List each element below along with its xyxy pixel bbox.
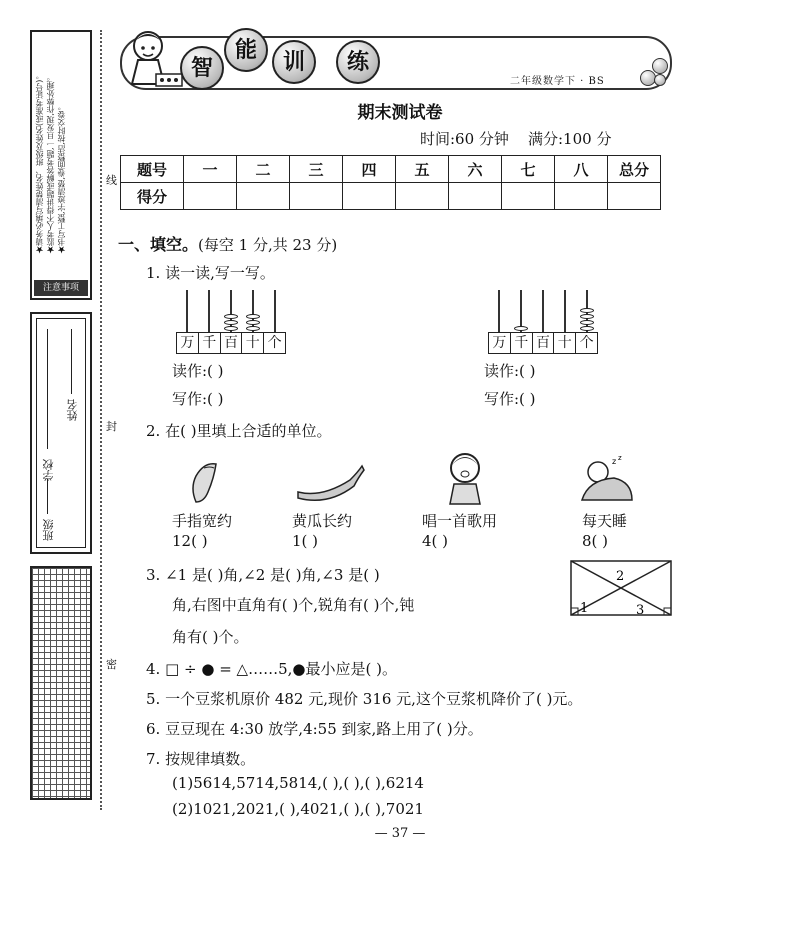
abacus-place-label: 百 (533, 333, 555, 353)
school-input-line[interactable] (47, 329, 48, 449)
notice-text: ★请务必填写清楚姓名、班级及姓名(或准考证号)。 ★监考人不得讲题或解答考题,一旦发现,作弊处理。 ★书写工整,字迹清楚,卷面整洁,按时交卷。 (35, 71, 66, 254)
abacus-bead (224, 326, 238, 331)
table-cell: 六 (449, 156, 502, 183)
table-cell: 八 (555, 156, 608, 183)
abacus-place-label: 个 (579, 335, 594, 351)
scratch-grid (30, 566, 92, 800)
abacus-place-label: 万 (489, 333, 511, 353)
abacus-rod (498, 290, 500, 332)
abacus-bead (224, 320, 238, 325)
abacus-place-label: 十 (554, 333, 576, 353)
score-input-cell[interactable] (502, 183, 555, 210)
notice-badge: 注意事项 (34, 280, 88, 296)
angle-label-3: 3 (636, 603, 645, 618)
abacus-place-label: 万 (177, 333, 199, 353)
deco-ball (654, 74, 666, 86)
school-label: 学校 (42, 459, 55, 481)
abacus-bead (580, 308, 594, 313)
score-input-cell[interactable] (184, 183, 237, 210)
q3-line2: 角,右图中直角有( )个,锐角有( )个,钝 (172, 596, 415, 614)
q7-line2: (2)1021,2021,( ),4021,( ),( ),7021 (172, 800, 424, 818)
abacus-place-label: 百 (221, 333, 243, 353)
class-input-line[interactable] (47, 479, 48, 514)
angle-label-2: 2 (616, 569, 625, 584)
svg-text:z: z (618, 454, 622, 462)
table-cell: 一 (184, 156, 237, 183)
table-cell: 三 (290, 156, 343, 183)
svg-text:z: z (612, 457, 617, 466)
q2-item-blank[interactable]: 12( ) (172, 532, 208, 550)
exam-title: 期末测试卷 (357, 103, 443, 123)
exam-meta (420, 128, 611, 149)
table-cell: 四 (343, 156, 396, 183)
score-table (120, 155, 661, 210)
table-cell: 五 (396, 156, 449, 183)
angle-diagram (570, 560, 674, 618)
table-cell: 题号 (121, 156, 184, 183)
score-input-cell[interactable] (237, 183, 290, 210)
abacus-place-row (488, 332, 598, 354)
table-cell: 二 (237, 156, 290, 183)
q5-text: 5. 一个豆浆机原价 482 元,现价 316 元,这个豆浆机降价了( )元。 (146, 690, 583, 708)
abacus-rod (186, 290, 188, 332)
exam-score: 满分:100 分 (528, 130, 612, 148)
sleeping-child-icon (574, 452, 634, 502)
banner-char-4: 练 (336, 40, 380, 84)
abacus-right (488, 290, 598, 354)
subject-label: 二年级数学下 · BS (510, 76, 605, 87)
abacus-rod (208, 290, 210, 332)
page-number: — 37 — (374, 826, 426, 841)
abacus-place-label: 千 (199, 333, 221, 353)
table-cell: 七 (502, 156, 555, 183)
cut-mark-secret: 密 (106, 658, 117, 671)
abacus-place-row (176, 332, 286, 354)
angle-label-1: 1 (580, 601, 589, 616)
q1-stem: 1. 读一读,写一写。 (146, 264, 275, 282)
abacus-bead (580, 314, 594, 319)
q1-right-write: 写作:( ) (484, 390, 536, 408)
q2-item-blank[interactable]: 1( ) (292, 532, 319, 550)
abacus-bead (246, 326, 260, 331)
q7-line1: (1)5614,5714,5814,( ),( ),( ),6214 (172, 774, 424, 792)
abacus-left (176, 290, 286, 354)
table-cell: 总分 (608, 156, 661, 183)
q7-stem: 7. 按规律填数。 (146, 750, 256, 768)
abacus-place-label: 十 (242, 333, 264, 353)
section-heading: 一、填空。(每空 1 分,共 23 分) (118, 235, 338, 254)
class-label: 班级 (42, 519, 55, 541)
score-input-cell[interactable] (449, 183, 502, 210)
q2-item-label: 黄瓜长约 (292, 512, 353, 530)
q3-line3: 角有( )个。 (172, 628, 249, 646)
score-input-cell[interactable] (555, 183, 608, 210)
student-info-box (30, 312, 92, 554)
abacus-place-label: 个 (267, 335, 282, 351)
exam-time: 时间:60 分钟 (420, 130, 509, 148)
score-input-cell[interactable] (608, 183, 661, 210)
banner-char-2: 能 (224, 28, 268, 72)
name-input-line[interactable] (71, 329, 72, 394)
abacus-bead (580, 326, 594, 331)
score-table-row (121, 183, 661, 210)
singing-girl-icon (440, 448, 490, 508)
score-table-header (121, 156, 661, 183)
q2-item-blank[interactable]: 8( ) (582, 532, 609, 550)
abacus-rod (542, 290, 544, 332)
q2-item-label: 唱一首歌用 (422, 512, 498, 530)
abacus-bead (224, 314, 238, 319)
cut-mark-seal: 封 (106, 420, 117, 433)
abacus-bead (580, 320, 594, 325)
abacus-rod (564, 290, 566, 332)
abacus-place-label: 千 (511, 333, 533, 353)
cucumber-icon (292, 462, 372, 502)
banner-char-3: 训 (272, 40, 316, 84)
deco-ball (652, 58, 668, 74)
abacus-rod (274, 290, 276, 332)
table-cell: 得分 (121, 183, 184, 210)
girl-abacus-icon (118, 24, 188, 94)
score-input-cell[interactable] (290, 183, 343, 210)
q6-text: 6. 豆豆现在 4:30 放学,4:55 到家,路上用了( )分。 (146, 720, 483, 738)
cut-mark-line: 线 (106, 174, 117, 187)
q1-right-read: 读作:( ) (484, 362, 536, 380)
banner-char-1: 智 (180, 46, 224, 90)
abacus-bead (246, 314, 260, 319)
q3-line1: 3. ∠1 是( )角,∠2 是( )角,∠3 是( ) (146, 566, 380, 584)
q1-left-read: 读作:( ) (172, 362, 224, 380)
score-input-cell[interactable] (396, 183, 449, 210)
abacus-bead (514, 326, 528, 331)
score-input-cell[interactable] (343, 183, 396, 210)
q4-text: 4. □ ÷ ● = △……5,●最小应是( )。 (146, 660, 397, 678)
q2-item-label: 手指宽约 (172, 512, 233, 530)
q2-item-label: 每天睡 (582, 512, 628, 530)
q2-stem: 2. 在( )里填上合适的单位。 (146, 422, 332, 440)
name-label: 姓名 (66, 399, 79, 421)
cut-line (100, 30, 102, 810)
finger-icon (186, 458, 226, 504)
q2-item-blank[interactable]: 4( ) (422, 532, 449, 550)
abacus-bead (246, 320, 260, 325)
q1-left-write: 写作:( ) (172, 390, 224, 408)
